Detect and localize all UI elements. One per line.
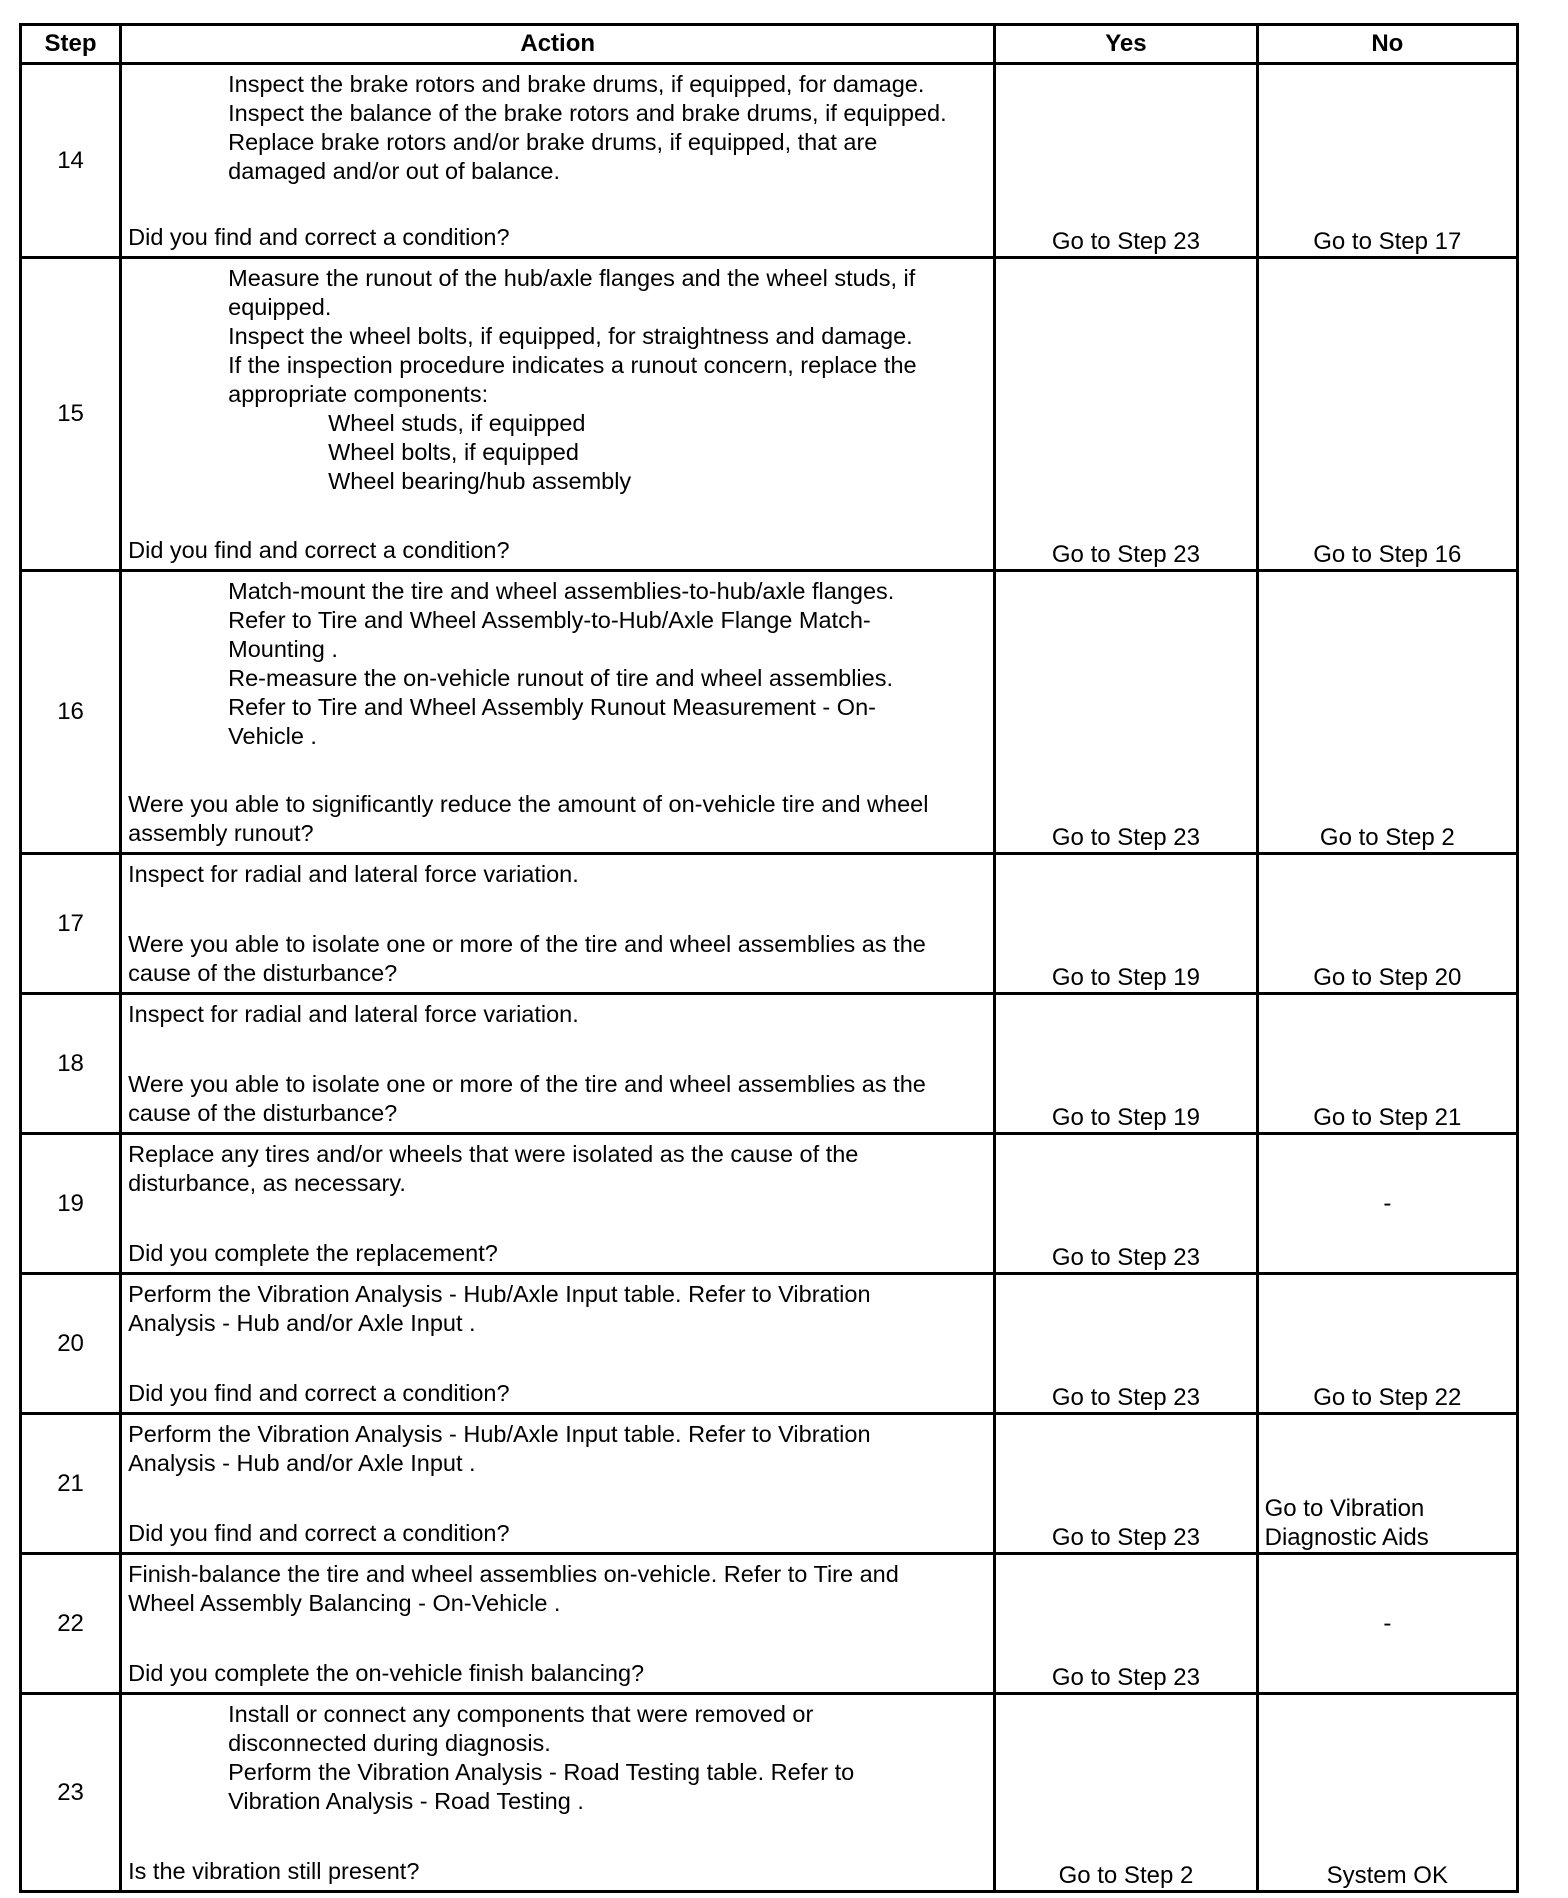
instruction-line: Refer to Tire and Wheel Assembly Runout Measurement - On- [228,694,876,720]
sub-item-line: Wheel bearing/hub assembly [328,468,632,494]
action-cell [121,64,995,258]
question-line: cause of the disturbance? [128,960,398,986]
step-number: 19 [21,1134,121,1274]
no-result [1257,1414,1517,1554]
table-row [21,1414,1518,1554]
yes-result: Go to Step 23 [995,258,1257,571]
no-result: Go to Step 20 [1257,854,1517,994]
sub-item-line: Wheel studs, if equipped [328,410,586,436]
action-cell [121,1694,995,1892]
question-line: Did you find and correct a condition? [128,224,510,250]
table-row [21,994,1518,1134]
table-row [21,258,1518,571]
question-line: Did you find and correct a condition? [128,1380,510,1406]
instruction-line: disturbance, as necessary. [128,1170,406,1196]
action-cell [121,258,995,571]
table-header-row [21,25,1518,64]
step-number: 20 [21,1274,121,1414]
instruction-line: Refer to Tire and Wheel Assembly-to-Hub/Axle Flange Match- [228,607,871,633]
yes-result: Go to Step 23 [995,64,1257,258]
table-row [21,1274,1518,1414]
step-number: 23 [21,1694,121,1892]
no-result: - [1257,1134,1517,1274]
yes-result: Go to Step 23 [995,1414,1257,1554]
step-number: 22 [21,1554,121,1694]
no-result-line: Diagnostic Aids [1264,1524,1429,1551]
action-cell [121,1414,995,1554]
table-row [21,854,1518,994]
instruction-line: Replace brake rotors and/or brake drums, if equipped, that are [228,129,878,155]
table-row [21,1134,1518,1274]
question-line: assembly runout? [128,820,314,846]
yes-result: Go to Step 23 [995,1274,1257,1414]
instruction-line: Perform the Vibration Analysis - Hub/Axle Input table. Refer to Vibration [128,1421,871,1447]
action-cell [121,1274,995,1414]
question-line: Did you complete the on-vehicle finish balancing? [128,1660,645,1686]
diagnostic-table [19,23,1519,1893]
instruction-line: Inspect the balance of the brake rotors and brake drums, if equipped. [228,100,947,126]
instruction-line: If the inspection procedure indicates a runout concern, replace the [228,352,917,378]
no-result: Go to Step 2 [1257,571,1517,854]
table-row [21,571,1518,854]
instruction-line: Inspect for radial and lateral force variation. [128,861,579,887]
instruction-line: Measure the runout of the hub/axle flanges and the wheel studs, if [228,265,916,291]
step-number: 16 [21,571,121,854]
question-line: cause of the disturbance? [128,1100,398,1126]
no-result-line: Go to Vibration [1264,1495,1425,1522]
no-result: Go to Step 21 [1257,994,1517,1134]
instruction-line: Perform the Vibration Analysis - Hub/Axle Input table. Refer to Vibration [128,1281,871,1307]
instruction-line: Wheel Assembly Balancing - On-Vehicle . [128,1590,561,1616]
instruction-line: Re-measure the on-vehicle runout of tire and wheel assemblies. [228,665,893,691]
action-cell [121,854,995,994]
instruction-line: Analysis - Hub and/or Axle Input . [128,1310,476,1336]
yes-result: Go to Step 19 [995,994,1257,1134]
yes-result: Go to Step 23 [995,571,1257,854]
yes-result: Go to Step 23 [995,1134,1257,1274]
step-number: 21 [21,1414,121,1554]
header-no: No [1257,25,1517,64]
table-row [21,64,1518,258]
step-number: 17 [21,854,121,994]
instruction-line: Match-mount the tire and wheel assemblies-to-hub/axle flanges. [228,578,895,604]
instruction-line: Inspect for radial and lateral force variation. [128,1001,579,1027]
instruction-line: Mounting . [228,636,338,662]
instruction-line: Install or connect any components that were removed or [228,1701,814,1727]
instruction-line: equipped. [228,294,332,320]
instruction-line: damaged and/or out of balance. [228,158,560,184]
instruction-line: Inspect the wheel bolts, if equipped, for straightness and damage. [228,323,913,349]
no-result: Go to Step 22 [1257,1274,1517,1414]
instruction-line: disconnected during diagnosis. [228,1730,551,1756]
instruction-line: Analysis - Hub and/or Axle Input . [128,1450,476,1476]
yes-result: Go to Step 23 [995,1554,1257,1694]
action-cell [121,571,995,854]
table-row [21,1694,1518,1892]
instruction-line: Vibration Analysis - Road Testing . [228,1788,584,1814]
no-result: Go to Step 17 [1257,64,1517,258]
step-number: 15 [21,258,121,571]
header-action: Action [121,25,995,64]
instruction-line: Vehicle . [228,723,317,749]
yes-result: Go to Step 19 [995,854,1257,994]
step-number: 18 [21,994,121,1134]
table-row [21,1554,1518,1694]
instruction-line: appropriate components: [228,381,489,407]
step-number: 14 [21,64,121,258]
no-result: System OK [1257,1694,1517,1892]
instruction-line: Inspect the brake rotors and brake drums, if equipped, for damage. [228,71,925,97]
question-line: Did you find and correct a condition? [128,1520,510,1546]
question-line: Were you able to significantly reduce the amount of on-vehicle tire and wheel [128,791,929,817]
yes-result: Go to Step 2 [995,1694,1257,1892]
header-yes: Yes [995,25,1257,64]
header-step: Step [21,25,121,64]
action-cell [121,1134,995,1274]
question-line: Were you able to isolate one or more of the tire and wheel assemblies as the [128,1071,926,1097]
action-cell [121,1554,995,1694]
no-result: - [1257,1554,1517,1694]
instruction-line: Finish-balance the tire and wheel assemblies on-vehicle. Refer to Tire and [128,1561,899,1587]
instruction-line: Perform the Vibration Analysis - Road Testing table. Refer to [228,1759,855,1785]
question-line: Did you complete the replacement? [128,1240,498,1266]
question-line: Did you find and correct a condition? [128,537,510,563]
sub-item-line: Wheel bolts, if equipped [328,439,579,465]
action-cell [121,994,995,1134]
no-result: Go to Step 16 [1257,258,1517,571]
instruction-line: Replace any tires and/or wheels that were isolated as the cause of the [128,1141,859,1167]
question-line: Were you able to isolate one or more of the tire and wheel assemblies as the [128,931,926,957]
question-line: Is the vibration still present? [128,1858,420,1884]
